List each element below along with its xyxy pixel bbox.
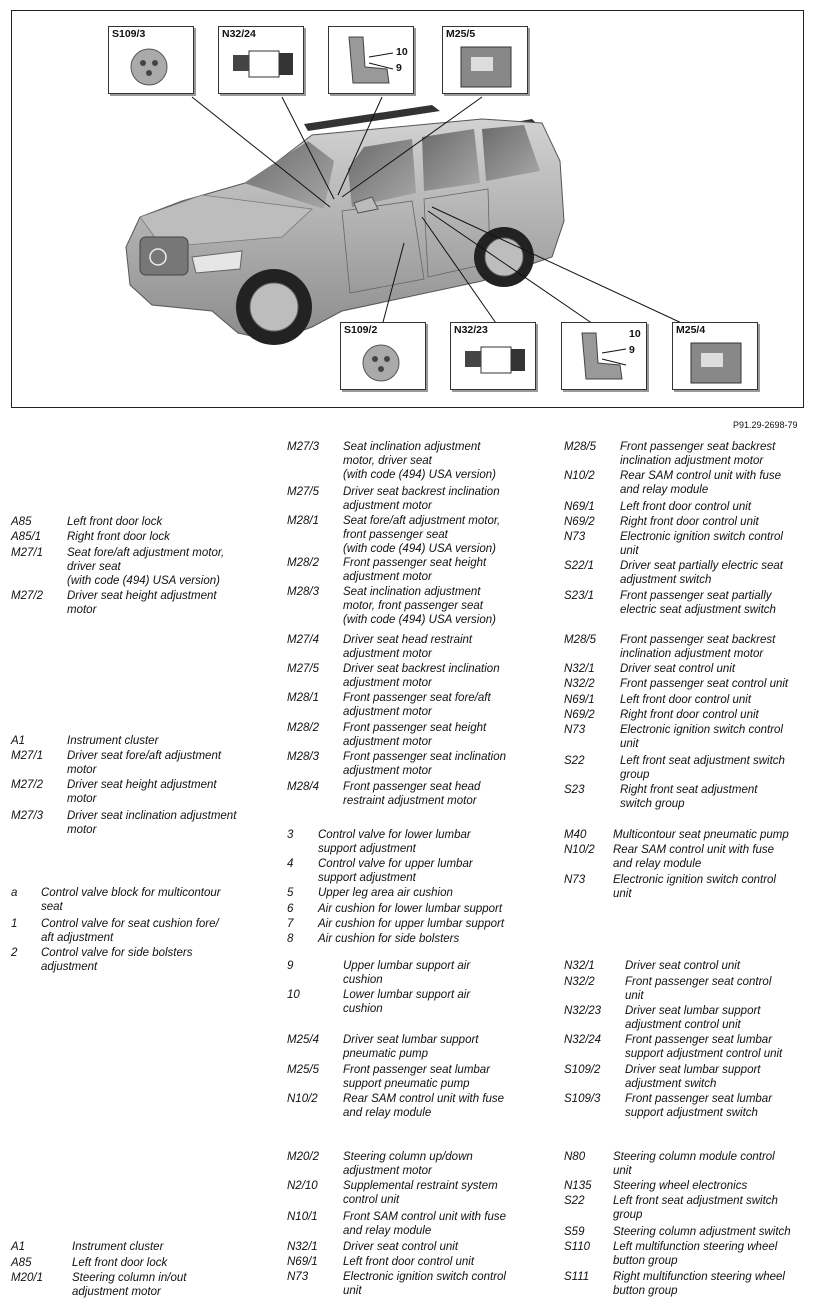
legend-code: A85 [11, 1257, 32, 1269]
legend-code: N69/1 [564, 694, 595, 706]
legend-description: unit [625, 990, 644, 1002]
side-window-rear [422, 129, 480, 191]
legend-description: Control valve for lower lumbar [318, 829, 471, 841]
legend-code: S23/1 [564, 590, 595, 602]
legend-description: Driver seat height adjustment [67, 779, 217, 791]
seat-number-9: 9 [629, 344, 635, 356]
seat-number-10: 10 [629, 328, 641, 340]
legend-description: Driver seat lumbar support [625, 1005, 761, 1017]
inset-seat-rear [561, 322, 647, 390]
legend-description: Driver seat partially electric seat [620, 560, 783, 572]
legend-description: cushion [343, 1003, 383, 1015]
legend-code: a [11, 887, 18, 899]
legend-description: Steering wheel electronics [613, 1180, 748, 1192]
legend-code: N2/10 [287, 1180, 318, 1192]
legend-description: Electronic ignition switch control [343, 1271, 506, 1283]
figure-reference: P91.29-2698-79 [733, 420, 798, 430]
legend-code: N10/1 [287, 1211, 318, 1223]
legend-description: Left front seat adjustment switch [613, 1195, 778, 1207]
legend-code: M28/5 [564, 441, 596, 453]
legend-description: Driver seat fore/aft adjustment [67, 750, 222, 762]
control-unit-icon [219, 27, 303, 93]
legend-description: Driver seat backrest inclination [343, 663, 500, 675]
legend-description: group [620, 769, 650, 781]
wheel-front-rim [250, 283, 298, 331]
legend-description: Air cushion for side bolsters [318, 933, 460, 945]
switch-icon [341, 323, 425, 389]
legend-description: Front passenger seat lumbar [625, 1034, 773, 1046]
legend-description: Front passenger seat lumbar [343, 1064, 491, 1076]
legend-code: 2 [11, 947, 18, 959]
legend-description: Control valve for side bolsters [41, 947, 193, 959]
legend-description: unit [343, 1285, 362, 1297]
legend-description: Front passenger seat partially [620, 590, 772, 602]
legend-description: motor, front passenger seat [343, 600, 483, 612]
inset-s109-3 [108, 26, 194, 94]
legend-description: pneumatic pump [343, 1048, 429, 1060]
legend-description: Seat fore/aft adjustment motor, [343, 515, 501, 527]
inset-m25-4 [672, 322, 758, 390]
legend-code: N69/1 [564, 501, 595, 513]
inset-label: M25/4 [676, 324, 706, 336]
legend-description: Instrument cluster [67, 735, 159, 747]
legend-code: M27/5 [287, 663, 319, 675]
legend-description: Control valve block for multicontour [41, 887, 221, 899]
legend-description: Lower lumbar support air [343, 989, 471, 1001]
legend-description: Electronic ignition switch control [613, 874, 776, 886]
legend-description: unit [613, 1165, 632, 1177]
legend-description: motor [67, 793, 97, 805]
legend-description: Driver seat lumbar support [343, 1034, 479, 1046]
legend-code: S109/2 [564, 1064, 601, 1076]
legend-description: Driver seat head restraint [343, 634, 473, 646]
legend-code: S110 [564, 1241, 591, 1253]
legend-description: Instrument cluster [72, 1241, 164, 1253]
legend-code: 1 [11, 918, 18, 930]
legend-description: driver seat [67, 561, 121, 573]
legend-description: adjustment motor [343, 706, 432, 718]
legend-description: Steering column up/down [343, 1151, 473, 1163]
legend-description: adjustment switch [625, 1078, 717, 1090]
legend-description: support adjustment [318, 872, 416, 884]
legend-code: A85 [11, 516, 32, 528]
legend-code: S109/3 [564, 1093, 601, 1105]
legend-description: Seat inclination adjustment [343, 441, 481, 453]
legend-description: unit [620, 738, 639, 750]
legend-code: M27/4 [287, 634, 319, 646]
legend-description: Left front door lock [67, 516, 163, 528]
legend-description: motor [67, 764, 97, 776]
legend-description: Upper lumbar support air [343, 960, 471, 972]
legend-description: Air cushion for lower lumbar support [318, 903, 503, 915]
legend-description: Steering column in/out [72, 1272, 187, 1284]
legend-code: A1 [11, 1241, 26, 1253]
legend-code: M28/2 [287, 557, 319, 569]
legend-code: M27/3 [11, 810, 43, 822]
legend-description: Front passenger seat backrest [620, 441, 776, 453]
legend-code: S22/1 [564, 560, 595, 572]
legend-code: N32/1 [287, 1241, 318, 1253]
legend-description: support adjustment control unit [625, 1048, 783, 1060]
legend-code: 6 [287, 903, 294, 915]
legend-description: and relay module [343, 1225, 432, 1237]
pump-icon [443, 27, 527, 93]
legend-code: 4 [287, 858, 294, 870]
legend-description: Upper leg area air cushion [318, 887, 453, 899]
legend-description: Front SAM control unit with fuse [343, 1211, 506, 1223]
inset-m25-5 [442, 26, 528, 94]
legend-description: Electronic ignition switch control [620, 531, 783, 543]
legend-description: unit [613, 888, 632, 900]
legend-description: Front passenger seat backrest [620, 634, 776, 646]
legend-code: M27/1 [11, 750, 43, 762]
legend-code: M27/1 [11, 547, 43, 559]
legend-code: 7 [287, 918, 294, 930]
legend-description: and relay module [613, 858, 702, 870]
legend-code: N32/1 [564, 663, 595, 675]
legend-description: button group [613, 1255, 678, 1267]
legend-description: Air cushion for upper lumbar support [318, 918, 505, 930]
legend-description: Driver seat inclination adjustment [67, 810, 237, 822]
legend-description: Rear SAM control unit with fuse [343, 1093, 505, 1105]
control-unit-icon [451, 323, 535, 389]
legend-description: Front passenger seat control unit [620, 678, 789, 690]
legend-code: M27/3 [287, 441, 319, 453]
legend-description: Driver seat control unit [620, 663, 736, 675]
legend-description: (with code (494) USA version) [67, 575, 220, 587]
legend-description: Multicontour seat pneumatic pump [613, 829, 789, 841]
legend-description: adjustment control unit [625, 1019, 741, 1031]
wheel-rear-rim [485, 238, 523, 276]
switch-icon [109, 27, 193, 93]
legend-code: N10/2 [287, 1093, 318, 1105]
legend-code: N32/2 [564, 678, 595, 690]
legend-code: N69/2 [564, 709, 595, 721]
legend-description: adjustment motor [343, 677, 432, 689]
legend-description: (with code (494) USA version) [343, 543, 496, 555]
legend-code: N73 [564, 874, 586, 886]
inset-label: S109/2 [344, 324, 378, 336]
legend-description: Front passenger seat fore/aft [343, 692, 491, 704]
legend-description: adjustment switch [620, 574, 712, 586]
legend-description: Right front seat adjustment [620, 784, 758, 796]
legend-description: Driver seat control unit [343, 1241, 459, 1253]
legend-code: N69/1 [287, 1256, 318, 1268]
legend-description: Front passenger seat height [343, 557, 487, 569]
legend-description: Electronic ignition switch control [620, 724, 783, 736]
legend-code: A85/1 [11, 531, 42, 543]
legend-code: N10/2 [564, 470, 595, 482]
legend-description: cushion [343, 974, 383, 986]
legend-description: Right multifunction steering wheel [613, 1271, 785, 1283]
inset-label: S109/3 [112, 28, 146, 40]
legend-description: front passenger seat [343, 529, 448, 541]
legend-description: restraint adjustment motor [343, 795, 477, 807]
legend-code: M28/2 [287, 722, 319, 734]
legend-description: adjustment motor [72, 1286, 161, 1298]
pump-icon [673, 323, 757, 389]
legend-description: motor, driver seat [343, 455, 432, 467]
legend-description: Rear SAM control unit with fuse [620, 470, 782, 482]
legend-code: N32/24 [564, 1034, 602, 1046]
legend-code: N10/2 [564, 844, 595, 856]
legend-description: Driver seat height adjustment [67, 590, 217, 602]
legend-code: M28/3 [287, 751, 319, 763]
legend-description: Rear SAM control unit with fuse [613, 844, 775, 856]
legend-description: support adjustment [318, 843, 416, 855]
legend-description: inclination adjustment motor [620, 648, 764, 660]
vehicle-figure [11, 10, 804, 408]
legend-description: (with code (494) USA version) [343, 469, 496, 481]
legend-description: and relay module [620, 484, 709, 496]
legend-code: 9 [287, 960, 294, 972]
legend-description: Steering column adjustment switch [613, 1226, 791, 1238]
legend-description: Front passenger seat lumbar [625, 1093, 773, 1105]
legend-code: M25/5 [287, 1064, 319, 1076]
legend-description: Seat inclination adjustment [343, 586, 481, 598]
legend-code: M40 [564, 829, 587, 841]
legend-description: inclination adjustment motor [620, 455, 764, 467]
legend-code: 3 [287, 829, 294, 841]
legend-code: M27/2 [11, 779, 43, 791]
legend-description: Right front door control unit [620, 709, 759, 721]
legend-code: N32/23 [564, 1005, 602, 1017]
legend-code: M28/1 [287, 515, 319, 527]
legend-description: (with code (494) USA version) [343, 614, 496, 626]
legend-code: S59 [564, 1226, 585, 1238]
legend-description: electric seat adjustment switch [620, 604, 776, 616]
inset-label: M25/5 [446, 28, 476, 40]
legend-description: Right front door control unit [620, 516, 759, 528]
legend-description: unit [620, 545, 639, 557]
legend-code: M28/1 [287, 692, 319, 704]
legend-description: Left front door control unit [620, 501, 752, 513]
legend-description: Driver seat backrest inclination [343, 486, 500, 498]
inset-n32-23 [450, 322, 536, 390]
inset-label: N32/24 [222, 28, 256, 40]
legend-description: aft adjustment [41, 932, 114, 944]
legend-code: M27/2 [11, 590, 43, 602]
legend-code: M20/2 [287, 1151, 319, 1163]
legend-code: N135 [564, 1180, 592, 1192]
legend-code: N73 [287, 1271, 309, 1283]
legend-description: Control valve for upper lumbar [318, 858, 473, 870]
legend-code: N80 [564, 1151, 586, 1163]
legend-description: seat [41, 901, 63, 913]
legend-code: N73 [564, 724, 586, 736]
legend-description: and relay module [343, 1107, 432, 1119]
legend-description: adjustment motor [343, 648, 432, 660]
legend-description: Driver seat control unit [625, 960, 741, 972]
legend-code: S22 [564, 1195, 585, 1207]
legend-description: adjustment motor [343, 500, 432, 512]
legend-code: S22 [564, 755, 585, 767]
legend-description: Steering column module control [613, 1151, 775, 1163]
inset-seat-front [328, 26, 414, 94]
legend-description: Front passenger seat head [343, 781, 481, 793]
legend-description: Driver seat lumbar support [625, 1064, 761, 1076]
legend-code: S111 [564, 1271, 590, 1283]
legend-code: M27/5 [287, 486, 319, 498]
seat-number-9: 9 [396, 62, 402, 74]
legend-description: Left front door control unit [343, 1256, 475, 1268]
legend-description: Control valve for seat cushion fore/ [41, 918, 219, 930]
legend-code: A1 [11, 735, 26, 747]
legend-description: control unit [343, 1194, 400, 1206]
legend-code: N69/2 [564, 516, 595, 528]
legend-description: Seat fore/aft adjustment motor, [67, 547, 225, 559]
legend-code: 10 [287, 989, 300, 1001]
legend-description: adjustment motor [343, 765, 432, 777]
legend-description: switch group [620, 798, 685, 810]
legend-description: adjustment motor [343, 1165, 432, 1177]
legend-code: N32/1 [564, 960, 595, 972]
legend-code: M20/1 [11, 1272, 43, 1284]
legend-description: Left front door lock [72, 1257, 168, 1269]
legend-code: M28/5 [564, 634, 596, 646]
legend-description: Left multifunction steering wheel [613, 1241, 778, 1253]
legend-code: 8 [287, 933, 294, 945]
legend-description: Front passenger seat height [343, 722, 487, 734]
legend-description: Supplemental restraint system [343, 1180, 498, 1192]
legend-code: M28/4 [287, 781, 319, 793]
legend-description: Right front door lock [67, 531, 170, 543]
grille [140, 237, 188, 275]
legend-description: support adjustment switch [625, 1107, 758, 1119]
legend-description: Left front seat adjustment switch [620, 755, 785, 767]
legend-description: Front passenger seat control [625, 976, 772, 988]
legend-description: motor [67, 604, 97, 616]
legend-description: button group [613, 1285, 678, 1297]
legend-description: adjustment motor [343, 736, 432, 748]
legend-description: Front passenger seat inclination [343, 751, 507, 763]
inset-s109-2 [340, 322, 426, 390]
legend-code: 5 [287, 887, 294, 899]
legend-description: motor [67, 824, 97, 836]
legend-code: S23 [564, 784, 585, 796]
legend-code: M25/4 [287, 1034, 319, 1046]
legend-description: support pneumatic pump [343, 1078, 470, 1090]
legend-code: N73 [564, 531, 586, 543]
legend-description: adjustment [41, 961, 98, 973]
legend-code: N32/2 [564, 976, 595, 988]
inset-n32-24 [218, 26, 304, 94]
seat-icon [329, 27, 413, 93]
inset-label: N32/23 [454, 324, 488, 336]
legend-code: M28/3 [287, 586, 319, 598]
legend-description: group [613, 1209, 643, 1221]
legend-description: Left front door control unit [620, 694, 752, 706]
legend-description: adjustment motor [343, 571, 432, 583]
seat-number-10: 10 [396, 46, 408, 58]
